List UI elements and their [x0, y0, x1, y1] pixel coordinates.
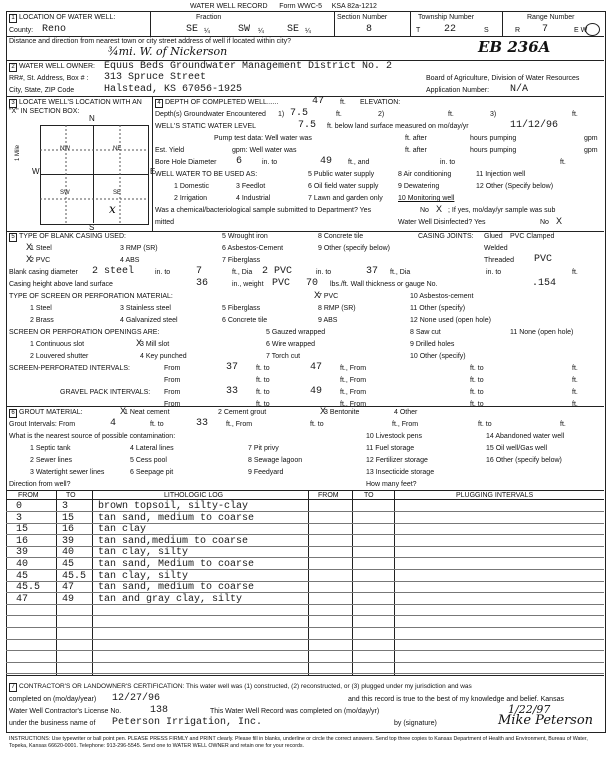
use-1[interactable]: 1 Domestic [174, 183, 210, 190]
cert-line4a: under the business name of [9, 720, 96, 727]
gauge-value[interactable]: .154 [532, 278, 557, 289]
weight-value[interactable]: PVC [272, 278, 291, 289]
dia-label: Dia [241, 269, 253, 276]
cert-line2a: completed on (mo/day/year) [9, 696, 97, 703]
use-10[interactable]: 10 Monitoring well [398, 195, 455, 202]
hours-label: hours pumping [470, 135, 517, 142]
grout-from[interactable]: 4 [110, 418, 117, 429]
disinfected-no: No [540, 219, 549, 226]
city-label: City, State, ZIP Code [9, 87, 75, 94]
joints-threaded[interactable]: Threaded [484, 257, 514, 264]
contam-12[interactable]: 12 Fertilizer storage [366, 457, 428, 464]
fraction-label: Fraction [196, 14, 222, 21]
sp-to[interactable]: 47 [310, 362, 323, 373]
cert-line2b: and this record is true to the best of my knowledge and belief. Kansas [348, 696, 564, 703]
openings-label: SCREEN OR PERFORATION OPENINGS ARE: [9, 329, 160, 336]
lbs-label: lbs./ft. Wall thickness or gauge No. [330, 281, 438, 288]
bore-to-value[interactable]: 49 [320, 156, 333, 167]
log-to-cell[interactable]: 45 [62, 559, 75, 570]
use-7[interactable]: 7 Lawn and garden only [308, 195, 383, 202]
open-4[interactable]: 4 Key punched [140, 353, 187, 360]
east-label: E [150, 167, 156, 176]
screen-9[interactable]: 9 ABS [318, 317, 338, 324]
casing-4[interactable]: 4 ABS [120, 257, 140, 264]
log-row-line [6, 627, 604, 628]
cert-line3a: Water Well Contractor's License No. [9, 708, 122, 715]
signature: Mike Peterson [498, 713, 594, 728]
cert-date[interactable]: 12/27/96 [112, 693, 161, 704]
sp-from[interactable]: 37 [226, 362, 239, 373]
use-8[interactable]: 8 Air conditioning [398, 171, 452, 178]
addr-label: RR#, St. Address, Box # : [9, 75, 89, 82]
log-row-line [6, 511, 604, 512]
casing-1[interactable]: 1 Steel [30, 245, 52, 252]
contam-14[interactable]: 14 Abandoned water well [486, 433, 565, 440]
contam-6[interactable]: 6 Seepage pit [130, 469, 174, 476]
log-from-cell[interactable]: 39 [16, 547, 29, 559]
depth-ft: ft. [340, 99, 346, 106]
location-label: 1 LOCATION OF WATER WELL: [9, 14, 115, 23]
depth-row: 4 DEPTH OF COMPLETED WELL...... [155, 99, 279, 108]
contam-1[interactable]: 1 Septic tank [30, 445, 71, 452]
log-row-line [6, 639, 604, 640]
section-grid-dashes [40, 125, 148, 223]
yield-gpm: gpm: Well water was [232, 147, 297, 154]
joints-glued[interactable]: Glued [484, 233, 503, 240]
range-circle [585, 23, 600, 36]
cert-row: 7 CONTRACTOR'S OR LANDOWNER'S CERTIFICATION: This water well was (1) constructed, (2) reconstructed, or (3) plugged under my jurisdiction and was [9, 683, 472, 692]
static-date[interactable]: 11/12/96 [510, 120, 559, 131]
open-10[interactable]: 10 Other (specify) [410, 353, 466, 360]
sample-no: No [420, 207, 429, 214]
diam2-to[interactable]: 37 [366, 266, 379, 277]
casing-3[interactable]: 3 RMP (SR) [120, 245, 158, 252]
section-value[interactable]: 8 [366, 24, 373, 35]
south-label: S [89, 223, 95, 232]
log-row-line [6, 615, 604, 616]
distance-value[interactable]: ¾mi. W. of Nickerson [108, 45, 228, 58]
log-header-lithologic: LITHOLOGIC LOG [164, 492, 224, 499]
grout-row: 6 GROUT MATERIAL: [9, 409, 83, 418]
use-3[interactable]: 3 Feedlot [236, 183, 266, 190]
log-from-cell[interactable]: 45.5 [16, 582, 41, 594]
height-label: Casing height above land surface [9, 281, 113, 288]
bore-value[interactable]: 6 [236, 156, 243, 167]
open-7[interactable]: 7 Torch cut [266, 353, 301, 360]
casing-2[interactable]: 2 PVC [30, 257, 51, 264]
log-to-cell[interactable]: 40 [62, 547, 75, 559]
gpm-label-2: gpm [584, 147, 598, 154]
quarter-mark: ¼ [305, 28, 311, 35]
gp-from[interactable]: 33 [226, 386, 239, 397]
app-label: Application Number: [426, 87, 490, 94]
log-row-line [6, 662, 604, 663]
grout-to[interactable]: 33 [196, 418, 209, 429]
township-value[interactable]: 22 [444, 24, 457, 35]
screen-2[interactable]: 2 Brass [30, 317, 54, 324]
open-6[interactable]: 6 Wire wrapped [266, 341, 316, 348]
elevation-label: ELEVATION: [360, 99, 401, 106]
log-desc-cell[interactable]: tan clay, silty [98, 547, 189, 559]
log-header-plugging: PLUGGING INTERVALS [456, 492, 534, 499]
north-label: N [89, 114, 95, 123]
yield-label: Est. Yield [155, 147, 185, 154]
fraction-3[interactable]: SE [287, 24, 300, 35]
mile-label: 1 Mile [15, 144, 22, 162]
grout-4[interactable]: 4 Other [394, 409, 418, 416]
contam-5[interactable]: 5 Cess pool [130, 457, 167, 464]
casing-7[interactable]: 7 Fiberglass [222, 257, 261, 264]
log-desc-cell[interactable]: tan clay [98, 524, 147, 536]
svg-text:x: x [109, 202, 116, 216]
locate-label: 3 LOCATE WELL'S LOCATION WITH AN "X" IN SECTION BOX: [9, 99, 142, 115]
open-1[interactable]: 1 Continuous slot [30, 341, 85, 348]
direction-label: Direction from well? [9, 481, 71, 488]
gw-1[interactable]: 7.5 [290, 108, 309, 119]
form-title [190, 3, 377, 10]
casing-9[interactable]: 9 Other (specify below) [318, 245, 390, 252]
grout-1[interactable]: 1 Neat cement [124, 409, 170, 416]
gw-3-label: 3) [490, 111, 497, 118]
log-desc-cell[interactable]: tan sand, medium to coarse [98, 512, 255, 524]
diam1-to[interactable]: 7 [196, 266, 203, 277]
county-value[interactable]: Reno [42, 24, 67, 35]
log-row-line [6, 557, 604, 558]
log-header-from: FROM [18, 492, 39, 499]
log-header-plug-from: FROM [318, 492, 339, 499]
bore-label: Bore Hole Diameter [155, 159, 217, 166]
screen-4[interactable]: 4 Galvanized steel [120, 317, 178, 324]
cert-line1: CONTRACTOR'S OR LANDOWNER'S CERTIFICATION: This water well was (1) constructed, (2) reconstructed, or (3) plugged under my jurisdiction and was [19, 683, 472, 690]
casing-5[interactable]: 5 Wrought iron [222, 233, 268, 240]
log-from-cell[interactable]: 47 [16, 593, 29, 605]
grout-3[interactable]: 3 Bentonite [324, 409, 360, 416]
ksa-number: KSA 82a-1212 [331, 3, 377, 10]
log-to-cell[interactable]: 16 [62, 524, 75, 536]
static-rest: ft. below land surface measured on mo/day/yr [327, 123, 469, 130]
disinfected-x[interactable]: X [556, 216, 563, 226]
log-from-cell[interactable]: 45 [16, 570, 29, 582]
range-ew: E W [574, 27, 588, 34]
use-9[interactable]: 9 Dewatering [398, 183, 440, 190]
screen-5[interactable]: 5 Fiberglass [222, 305, 261, 312]
log-to-cell[interactable]: 39 [62, 535, 75, 547]
log-desc-cell[interactable]: tan sand, Medium to coarse [98, 559, 255, 570]
screen-1[interactable]: 1 Steel [30, 305, 52, 312]
use-2[interactable]: 2 Irrigation [174, 195, 208, 202]
contam-4[interactable]: 4 Lateral lines [130, 445, 174, 452]
log-header-to: TO [66, 492, 76, 499]
cert-license[interactable]: 138 [150, 705, 169, 716]
open-8[interactable]: 8 Saw cut [410, 329, 441, 336]
range-label: Range Number [527, 14, 575, 21]
grout-int-label: Grout Intervals: From [9, 421, 76, 428]
ne-label: NE [113, 146, 122, 152]
screen-10[interactable]: 10 Asbestos-cement [410, 293, 474, 300]
log-row-line [6, 581, 604, 582]
log-to-cell[interactable]: 15 [62, 512, 75, 524]
log-from-cell[interactable]: 16 [16, 535, 29, 547]
after-label: ft. after [405, 135, 427, 142]
casing-label: TYPE OF BLANK CASING USED: [19, 233, 126, 240]
contam-2[interactable]: 2 Sewer lines [30, 457, 73, 464]
casing-6[interactable]: 6 Asbestos-Cement [222, 245, 284, 252]
screen-12[interactable]: 12 None used (open hole) [410, 317, 491, 324]
use-5[interactable]: 5 Public water supply [308, 171, 375, 178]
joints-clamped[interactable]: PVC Clamped [510, 233, 555, 240]
range-r: R [515, 27, 521, 34]
depth-value[interactable]: 47 [312, 96, 325, 107]
distance-label: Distance and direction from nearest town or city street address of well if located within city? [9, 38, 292, 45]
log-desc-cell[interactable]: tan clay, silty [98, 570, 189, 582]
casing-8[interactable]: 8 Concrete tile [318, 233, 364, 240]
contam-9[interactable]: 9 Feedyard [248, 469, 284, 476]
weight-value-2[interactable]: 70 [306, 278, 319, 289]
sp-label: SCREEN-PERFORATED INTERVALS: [9, 365, 130, 372]
log-row-line [6, 534, 604, 535]
range-value[interactable]: 7 [542, 24, 549, 35]
gpm-label: gpm [584, 135, 598, 142]
grout-2[interactable]: 2 Cement grout [218, 409, 267, 416]
quarter-mark: ¼ [204, 28, 210, 35]
form-number: Form WWC-5 [279, 3, 322, 10]
screen-label: TYPE OF SCREEN OR PERFORATION MATERIAL: [9, 293, 173, 300]
cert-by: by (signature) [394, 720, 437, 727]
weight-label: in., weight [232, 281, 264, 288]
log-to-cell[interactable]: 3 [62, 501, 69, 512]
log-to-cell[interactable]: 49 [62, 593, 75, 605]
owner-name[interactable]: Equus Beds Groundwater Management District No. 2 [104, 61, 393, 72]
sp-from-label: From [164, 365, 181, 372]
bore-to-label: in. to [262, 159, 278, 166]
log-from-cell[interactable]: 15 [16, 524, 29, 536]
contam-8[interactable]: 8 Sewage lagoon [248, 457, 303, 464]
log-from-cell[interactable]: 0 [16, 501, 23, 512]
log-row-line [6, 650, 604, 651]
sp-to-label: ft. to [256, 365, 270, 372]
log-row-line [6, 592, 604, 593]
bore-and: ft., and [348, 159, 370, 166]
joints-welded[interactable]: Welded [484, 245, 508, 252]
open-9[interactable]: 9 Drilled holes [410, 341, 455, 348]
threaded-value: PVC [534, 254, 553, 265]
gp-to[interactable]: 49 [310, 386, 323, 397]
mitted: mitted [155, 219, 175, 226]
screen-7[interactable]: 7 PVC [318, 293, 339, 300]
log-row-line [6, 569, 604, 570]
diam1[interactable]: 2 steel [92, 266, 135, 277]
log-desc-cell[interactable]: brown topsoil, silty-clay [98, 501, 249, 512]
sample-no-x[interactable]: X [436, 204, 443, 214]
owner-city[interactable]: Halstead, KS 67056-1925 [104, 84, 243, 95]
contam-label: What is the nearest source of possible contamination: [9, 433, 176, 440]
diam2[interactable]: 2 PVC [262, 266, 293, 277]
after-label-2: ft. after [405, 147, 427, 154]
contam-13[interactable]: 13 Insecticide storage [366, 469, 435, 476]
screen-3[interactable]: 3 Stainless steel [120, 305, 171, 312]
nw-label: NW [60, 146, 70, 152]
owner-address[interactable]: 313 Spruce Street [104, 72, 207, 83]
log-row-line [6, 604, 604, 605]
app-value[interactable]: N/A [510, 84, 529, 95]
gw-2-label: 2) [378, 111, 385, 118]
pump-label: Pump test data: Well water was [214, 135, 312, 142]
owner-label: 2 WATER WELL OWNER: [9, 63, 95, 72]
log-from-cell[interactable]: 40 [16, 559, 29, 570]
contam-7[interactable]: 7 Pit privy [248, 445, 279, 452]
contam-11[interactable]: 11 Fuel storage [366, 445, 415, 452]
open-2[interactable]: 2 Louvered shutter [30, 353, 89, 360]
log-header-plug-to: TO [364, 492, 374, 499]
open-11[interactable]: 11 None (open hole) [510, 329, 574, 336]
log-to-cell[interactable]: 45.5 [62, 570, 87, 582]
static-value[interactable]: 7.5 [298, 120, 317, 131]
well-id: EB 236A [478, 38, 551, 56]
board-label: Board of Agriculture, Division of Water Resources [426, 75, 580, 82]
howmany-label: How many feet? [366, 481, 417, 488]
fraction-2[interactable]: SW [238, 24, 251, 35]
gp-label: GRAVEL PACK INTERVALS: [60, 389, 151, 396]
log-desc-cell[interactable]: tan and gray clay, silty [98, 593, 243, 605]
screen-11[interactable]: 11 Other (specify) [410, 305, 466, 312]
se-label: SE [113, 190, 122, 196]
static-label: WELL'S STATIC WATER LEVEL [155, 123, 257, 130]
screen-6[interactable]: 6 Concrete tile [222, 317, 268, 324]
cert-line3b: This Water Well Record was completed on (mo/day/yr) [210, 708, 380, 715]
west-label: W [32, 167, 40, 176]
cert-date2[interactable]: 1/22/97 [508, 703, 551, 716]
log-row-line [6, 546, 604, 547]
hours-label-2: hours pumping [470, 147, 517, 154]
log-desc-cell[interactable]: tan sand,medium to coarse [98, 535, 249, 547]
gw-label: Depth(s) Groundwater Encountered [155, 111, 266, 118]
depth-label: DEPTH OF COMPLETED WELL [165, 99, 267, 106]
log-from-cell[interactable]: 3 [16, 512, 23, 524]
use-6[interactable]: 6 Oil field water supply [308, 183, 379, 190]
open-3[interactable]: 3 Mill slot [140, 341, 170, 348]
grout-label: GROUT MATERIAL: [19, 409, 83, 416]
use-label: WELL WATER TO BE USED AS: [155, 171, 258, 178]
township-s: S [484, 27, 489, 34]
title-text: WATER WELL RECORD [190, 3, 268, 10]
fraction-1[interactable]: SE [186, 24, 199, 35]
use-12[interactable]: 12 Other (Specify below) [476, 183, 554, 190]
casing-row: 5 TYPE OF BLANK CASING USED: [9, 233, 126, 242]
joints-label: CASING JOINTS: [418, 233, 474, 240]
contam-10[interactable]: 10 Livestock pens [366, 433, 423, 440]
log-desc-cell[interactable]: tan sand, medium to coarse [98, 582, 255, 594]
county-label: County: [9, 27, 34, 34]
open-5[interactable]: 5 Gauzed wrapped [266, 329, 326, 336]
sample-question: Was a chemical/bacteriological sample submitted to Department? Yes [155, 207, 372, 214]
log-to-cell[interactable]: 47 [62, 582, 75, 594]
instructions: INSTRUCTIONS: Use typewriter or ball point pen. PLEASE PRESS FIRMLY and PRINT clearly. Please fill in blanks, underline or circle the correct answers. Send top three copies to Kansas Department of Health and Environment, Bureau of Water, Topeka, Kansas 66620-0001. Telephone: 913-296-5545. Send one to WATER WELL OWNER and retain one for your records. [9, 736, 588, 749]
use-11[interactable]: 11 Injection well [476, 171, 526, 178]
casing-height[interactable]: 36 [196, 278, 209, 289]
sw-label: SW [60, 190, 70, 196]
contam-15[interactable]: 15 Oil well/Gas well [486, 445, 548, 452]
diam-label: Blank casing diameter [9, 269, 78, 276]
township-label: Township Number [418, 14, 475, 21]
contam-3[interactable]: 3 Watertight sewer lines [30, 469, 105, 476]
section-label: Section Number [337, 14, 388, 21]
disinfected-label: Water Well Disinfected? Yes [398, 219, 486, 226]
use-4[interactable]: 4 Industrial [236, 195, 271, 202]
township-t: T [416, 27, 421, 34]
screen-8[interactable]: 8 RMP (SR) [318, 305, 356, 312]
log-row-line [6, 523, 604, 524]
sample-rest: ; If yes, mo/day/yr sample was sub [448, 207, 556, 214]
cert-business[interactable]: Peterson Irrigation, Inc. [112, 717, 263, 728]
quarter-mark: ¼ [258, 28, 264, 35]
contam-16[interactable]: 16 Other (specify below) [486, 457, 562, 464]
